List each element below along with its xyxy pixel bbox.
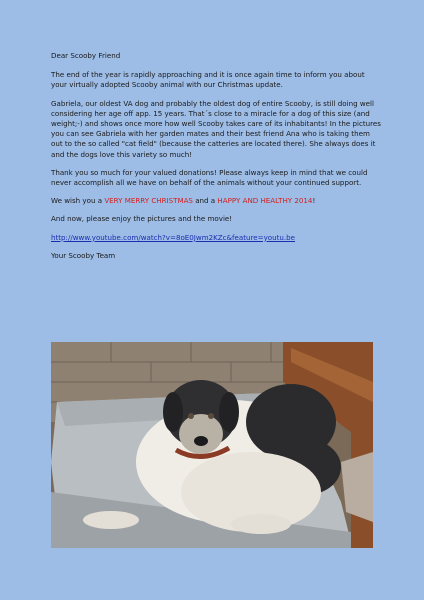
merry-christmas-highlight: VERY MERRY CHRISTMAS [104, 196, 193, 206]
gabriela-paragraph: Gabriela, our oldest VA dog and probably the oldest dog of entire Scooby, is still doing well considering her age off app. 15 years. That´s close to a miracle for a dog of this size (and weight;-) and shows once more how well Scooby takes care of its inhabitants! In the pictures you can see Gabriela with her garden mates and their best friend Ana who is taking them out to the so called "cat field" (because the catteries are located there). She always does it and the dogs love this variety so much! [51, 98, 381, 159]
enjoy-line: And now, please enjoy the pictures and the movie! [51, 214, 233, 224]
wish-prefix: We wish you a [51, 196, 105, 206]
youtube-video-link[interactable]: http://www.youtube.com/watch?v=8oE0Jwm2KZc&feature=youtu.be [51, 232, 296, 242]
thanks-paragraph: Thank you so much for your valued donations! Please always keep in mind that we could never accomplish all we have on behalf of the animals without your continued support. [51, 167, 368, 188]
wish-suffix: ! [312, 196, 316, 206]
greeting: Dear Scooby Friend [51, 51, 121, 60]
signature: Your Scooby Team [51, 250, 116, 260]
letter-body [51, 51, 381, 269]
dog-photo [51, 342, 373, 548]
intro-paragraph: The end of the year is rapidly approaching and it is once again time to inform you about your virtually adopted Scooby animal with our Christmas update. [51, 70, 365, 90]
wish-middle: and a [192, 196, 218, 206]
christmas-wish [51, 196, 381, 206]
happy-new-year-highlight: HAPPY AND HEALTHY 2014 [217, 196, 313, 206]
